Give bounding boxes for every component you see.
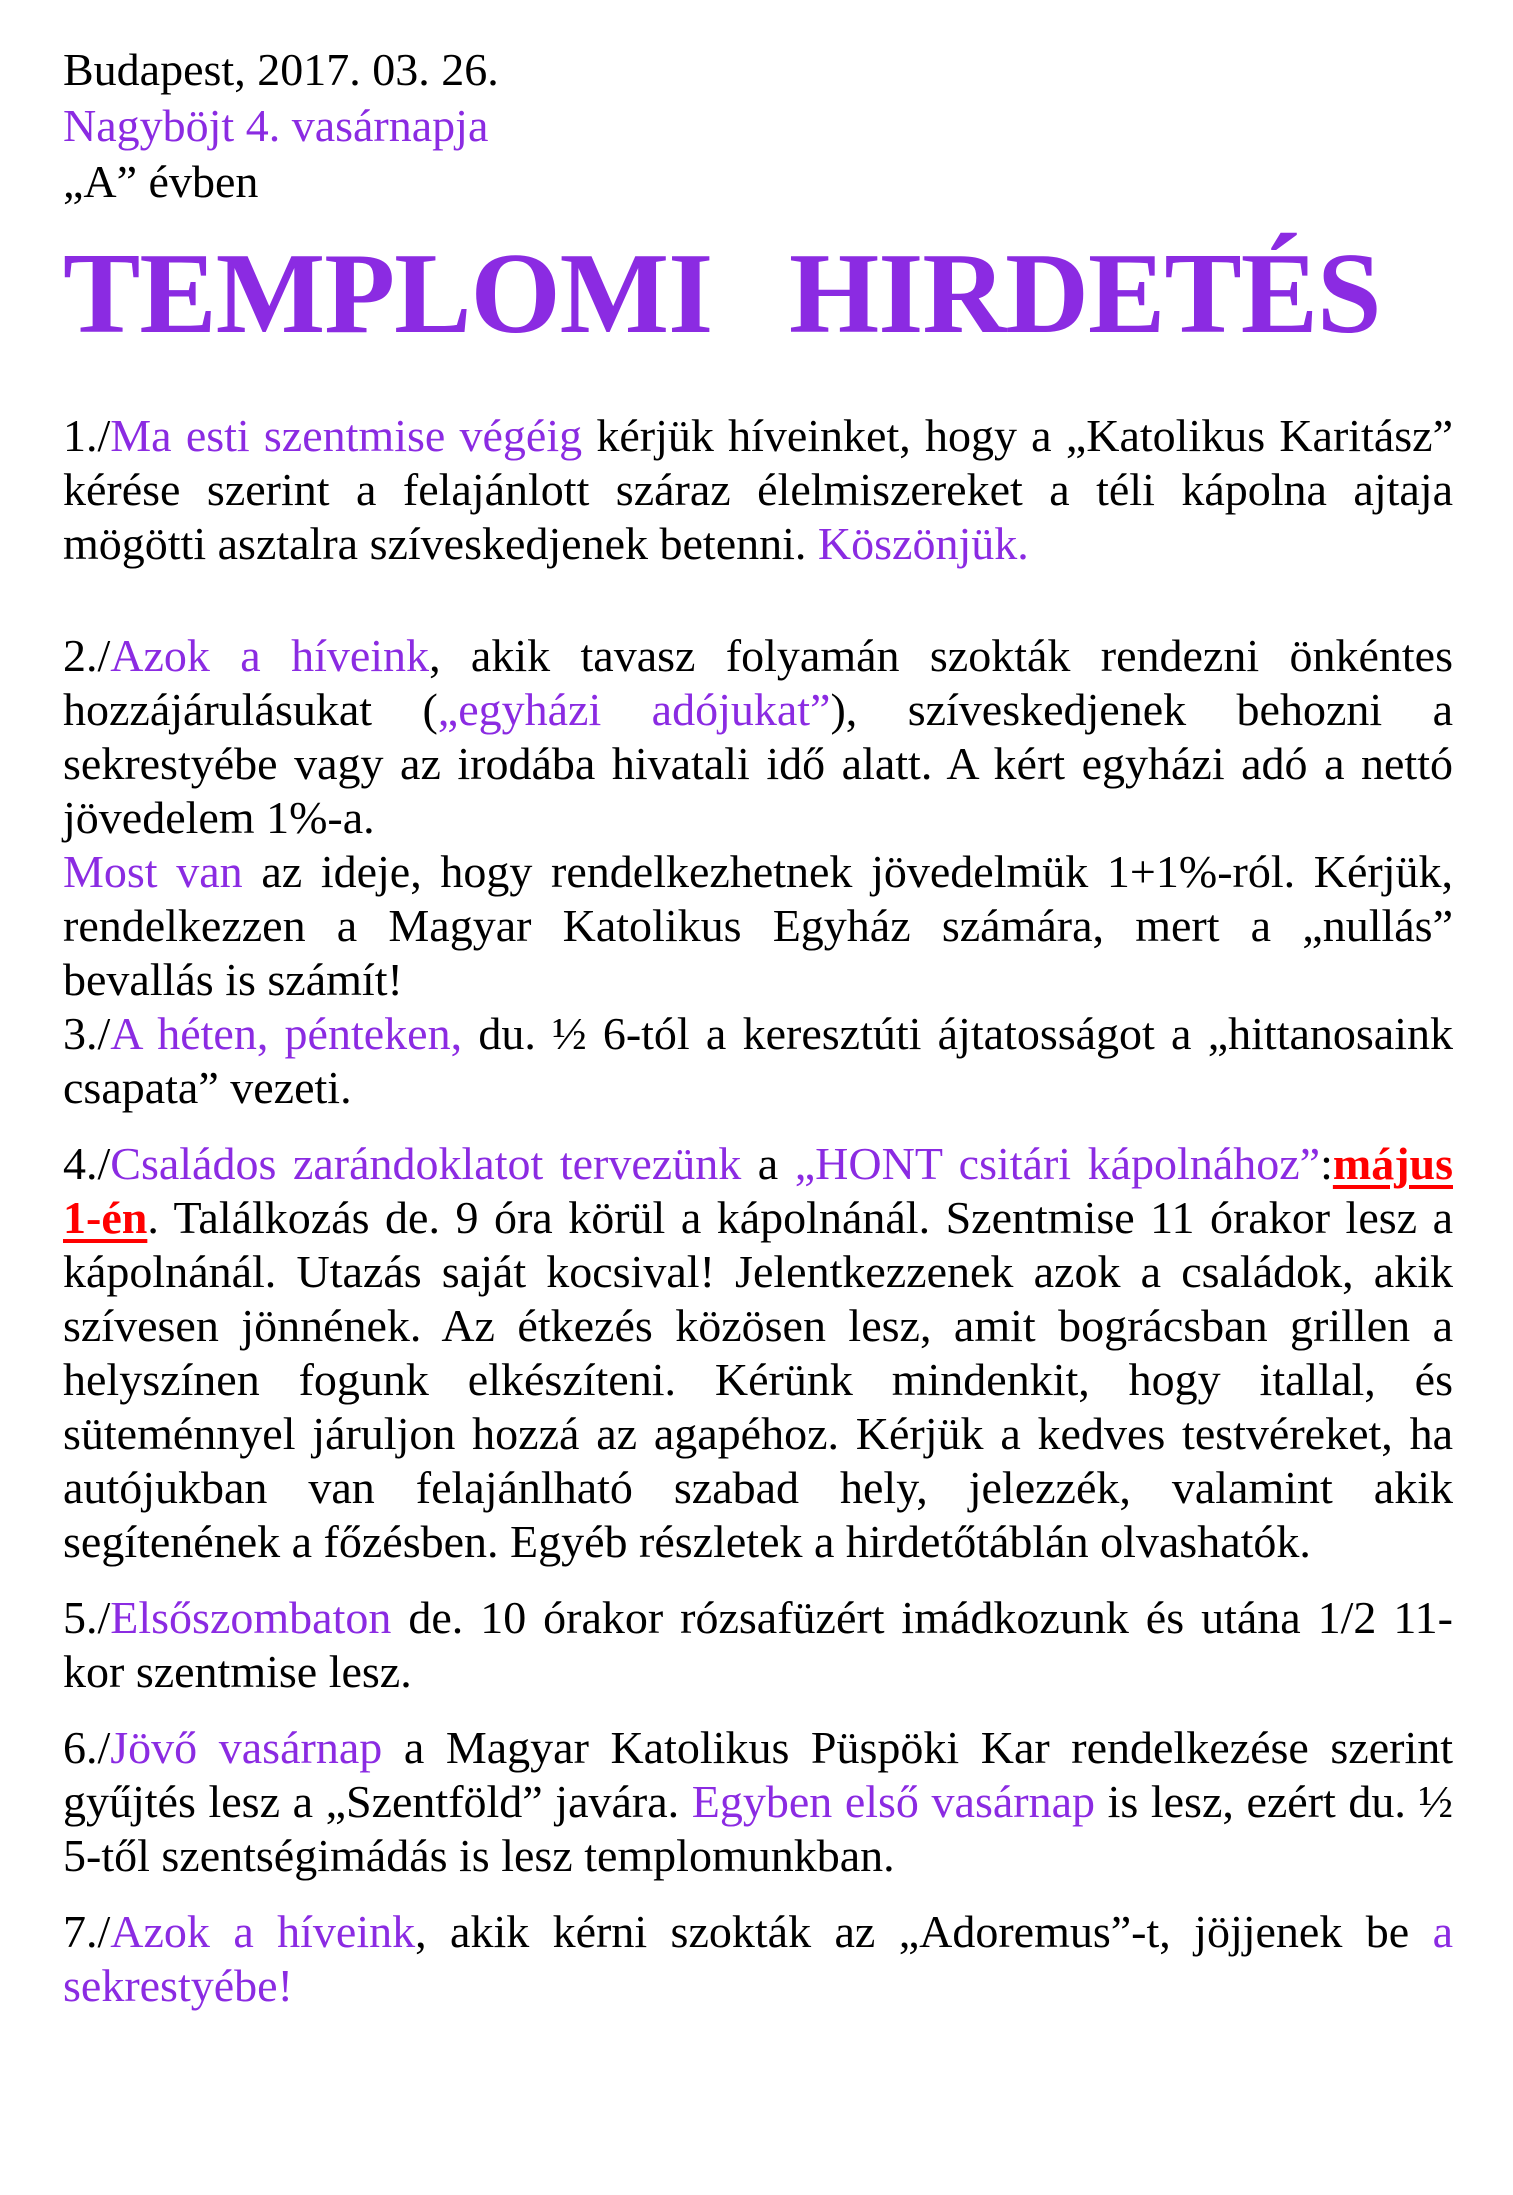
text-segment-purple: A héten, pénteken,	[110, 1007, 463, 1059]
text-segment-black: 6./	[63, 1721, 111, 1773]
text-segment-purple: Egyben első vasárnap	[691, 1775, 1095, 1827]
text-segment-black: is lesz, ezért du. ½ 5-től szentségimádás is lesz templomunkban.	[63, 1775, 1453, 1881]
text-segment-purple: Azok a híveink	[110, 1905, 416, 1957]
text-segment-black: 2./	[63, 629, 111, 681]
announcement-item-7	[63, 1905, 1453, 2013]
text-segment-purple: „egyházi adójukat”	[437, 683, 831, 735]
text-segment-black: de. 10 órakor rózsafüzért imádkozunk és utána 1/2 11-kor szentmise lesz.	[63, 1591, 1453, 1697]
text-segment-purple: Köszönjük.	[817, 517, 1029, 569]
text-segment-red: május 1-én	[63, 1137, 1453, 1243]
text-segment-black: ), szíveskedjenek behozni a sekrestyébe vagy az irodába hivatali idő alatt. A kért egyházi adó a nettó jövedelem 1%-a.	[63, 683, 1453, 843]
page-title: TEMPLOMI HIRDETÉS	[63, 230, 1381, 358]
date-line: Budapest, 2017. 03. 26.	[63, 44, 499, 95]
text-segment-purple: Elsőszombaton	[110, 1591, 392, 1643]
text-segment-black: 7./	[63, 1905, 111, 1957]
text-segment-black: a Magyar Katolikus Püspöki Kar rendelkezése szerint gyűjtés lesz a „Szentföld” javára.	[63, 1721, 1454, 1827]
text-segment-black: :	[1320, 1137, 1333, 1189]
text-segment-black: 1./	[63, 409, 111, 461]
announcement-paragraphs	[63, 409, 1453, 2013]
text-segment-purple: a sekrestyébe!	[63, 1905, 1453, 2011]
announcement-item-2-note	[63, 845, 1453, 1007]
announcement-item-6	[63, 1721, 1453, 1883]
announcement-item-5	[63, 1591, 1453, 1699]
text-segment-black: az ideje, hogy rendelkezhetnek jövedelmük 1+1%-ról. Kérjük, rendelkezzen a Magyar Katolikus Egyház számára, mert a „nullás” bevallás is számít!	[63, 845, 1454, 1005]
text-segment-purple: „HONT csitári kápolnához”	[794, 1137, 1321, 1189]
text-segment-black: kérjük híveinket, hogy a „Katolikus Karitász” kérése szerint a felajánlott száraz élelmiszereket a téli kápolna ajtaja mögötti asztalra szíveskedjenek betenni.	[63, 409, 1453, 569]
text-segment-black: 5./	[63, 1591, 111, 1643]
text-segment-purple: Jövő vasárnap	[110, 1721, 383, 1773]
text-segment-purple: Ma esti szentmise végéig	[110, 409, 583, 461]
announcement-item-2	[63, 629, 1453, 845]
liturgical-day-line: Nagyböjt 4. vasárnapja	[63, 100, 489, 151]
text-segment-black: . Találkozás de. 9 óra körül a kápolnánál. Szentmise 11 órakor lesz a kápolnánál. Utazás saját kocsival! Jelentkezzenek azok a családok, akik szívesen jönnének. Az étkezés közösen lesz, amit bográcsban grillen a helyszínen fogunk elkészíteni. Kérünk mindenkit, hogy itallal, és süteménnyel járuljon hozzá az agapéhoz. Kérjük a kedves testvéreket, ha autójukban van felajánlható szabad hely, jelezzék, valamint akik segítenének a főzésben. Egyéb részletek a hirdetőtáblán olvashatók.	[63, 1191, 1453, 1567]
text-segment-purple: Családos zarándoklatot tervezünk	[110, 1137, 742, 1189]
text-segment-black: , akik tavasz folyamán szokták rendezni önkéntes hozzájárulásukat (	[63, 629, 1454, 735]
announcement-item-4	[63, 1137, 1453, 1569]
text-segment-purple: Most van	[63, 845, 243, 897]
text-segment-purple: Azok a híveink	[110, 629, 430, 681]
year-cycle-line: „A” évben	[63, 156, 259, 207]
document-header	[63, 42, 1453, 210]
text-segment-black: , akik kérni szokták az „Adoremus”-t, jöjjenek be	[415, 1905, 1433, 1957]
text-segment-black: du. ½ 6-tól a keresztúti ájtatosságot a „hittanosaink csapata” vezeti.	[63, 1007, 1453, 1113]
announcement-item-1	[63, 409, 1453, 571]
text-segment-black: a	[741, 1137, 795, 1189]
text-segment-black: 3./	[63, 1007, 111, 1059]
announcement-item-3	[63, 1007, 1453, 1115]
text-segment-black: 4./	[63, 1137, 111, 1189]
